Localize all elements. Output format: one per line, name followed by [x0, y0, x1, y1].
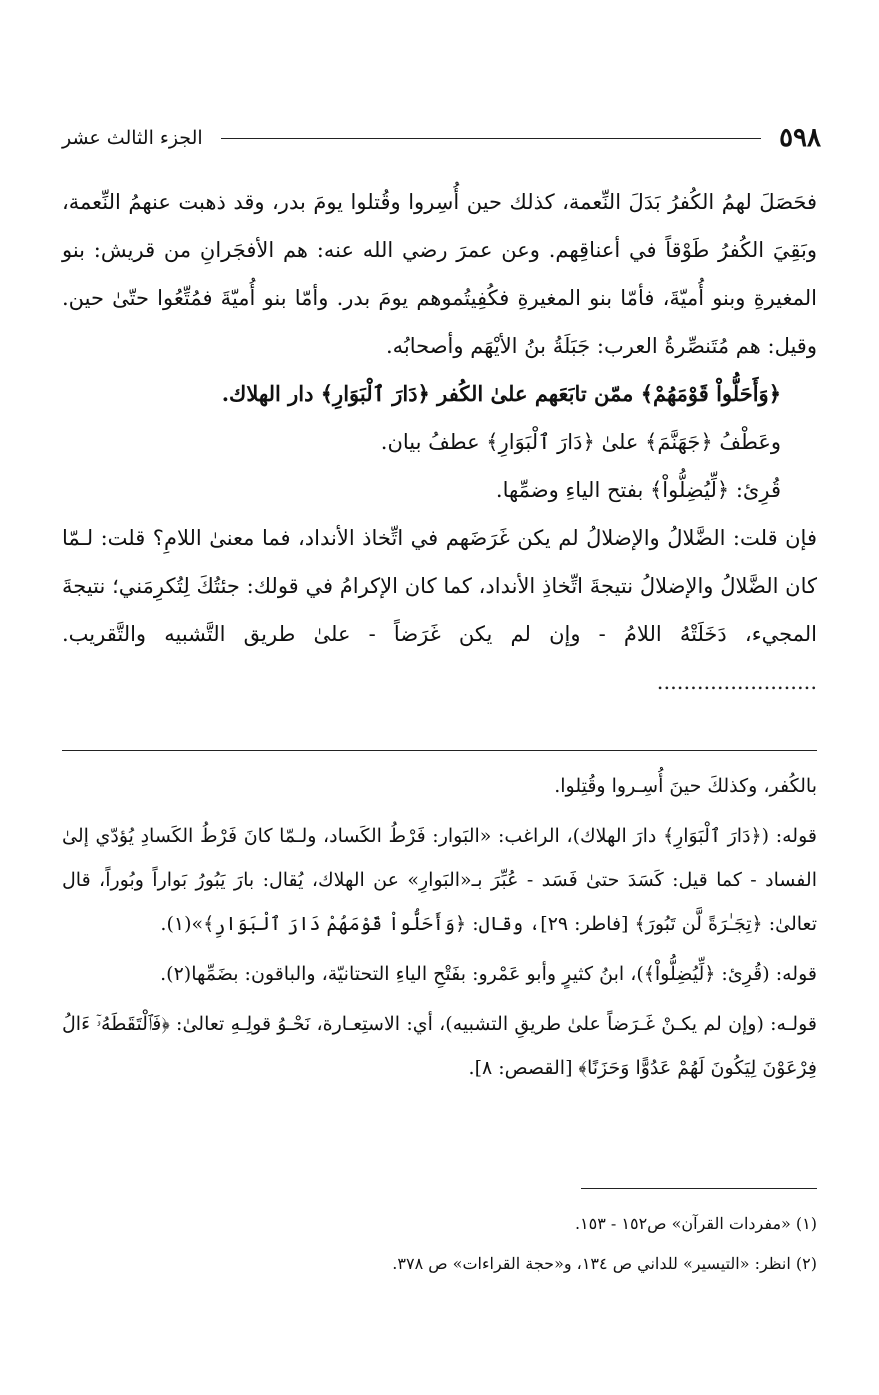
main-paragraph-text: فإن قلت: الضَّلالُ والإضلالُ لم يكن غَرَضَهم في اتِّخاذ الأنداد، فما معنىٰ اللامِ؟ قلت: لـمّا كان الضَّلالُ والإضلالُ نتيجةَ اتِّخاذِ الأنداد، كما كان الإكرامُ في قولك: جئتُكَ لِتُكرِمَني؛ نتيجةَ المجيء، دَخَلَتْهُ اللامُ - وإن لم يكن غَرَضاً - علىٰ طريق التَّشبيه والتَّقريب.: [62, 526, 817, 646]
header-rule: [221, 138, 761, 139]
footnote-rule: [581, 1188, 817, 1189]
page-number: ٥٩٨: [779, 123, 821, 153]
section-divider: [62, 750, 817, 751]
footnotes: [62, 1204, 817, 1284]
main-text: [62, 178, 817, 706]
commentary-paragraph: قوله: (قُرِئ: ﴿لِّيُضِلُّواْ﴾)، ابنُ كثيرٍ وأبو عَمْرو: بفَتْحِ الياءِ التحتانيّة، والباقون: بضَمِّها(٢).: [160, 963, 817, 985]
main-paragraph: ﴿وَأَحَلُّواْ قَوْمَهُمْ﴾ ممّن تابَعَهم علىٰ الكُفر ﴿دَارَ ٱلْبَوَارِ﴾ دار الهلاك.: [221, 381, 781, 406]
commentary-paragraph: قوله: (﴿دَارَ ٱلْبَوَارِ﴾ دارَ الهلاك)، الراغب: «البَوار: فَرْطُ الكَساد، ولـمّا كانَ فَرْطُ الكَسادِ يُؤدّي إلىٰ الفساد - كما قيل: كَسَدَ حتىٰ فَسَد - عُبِّرَ بـ«البَوارِ» عن الهلاك، يُقال: بارَ يَبُورُ بَواراً وبُوراً، قال تعالىٰ: ﴿تِجَـٰرَةً لَّن تَبُورَ﴾ [فاطر: ٢٩]، وقال: ﴿وَأَحَلُّواْ قَوْمَهُمْ دَارَ ٱلْبَوَارِ﴾»(١).: [62, 825, 817, 935]
commentary-text: [62, 764, 817, 1096]
main-paragraph: [62, 514, 817, 706]
main-paragraph: وعَطْفُ ﴿جَهَنَّمَ﴾ علىٰ ﴿دَارَ ٱلْبَوَارِ﴾ عطفُ بيان.: [380, 430, 781, 454]
commentary-paragraph: بالكُفر، وكذلكَ حينَ أُسِـروا وقُتِلوا.: [554, 775, 817, 797]
main-paragraph: قُرِئ: ﴿لِّيُضِلُّواْ﴾ بفتح الياءِ وضمِّها.: [495, 478, 781, 502]
continuation-dots: ........................: [656, 670, 817, 694]
page-header: [62, 118, 821, 158]
footnote: (٢) انظر: «التيسير» للداني ص ١٣٤، و«حجة القراءات» ص ٣٧٨.: [392, 1254, 817, 1273]
commentary-paragraph: قولـه: (وإن لم يكـنْ غَـرَضاً علىٰ طريقِ التشبيه)، أي: الاستِعـارة، نَحْـوُ قولِـهِ تعالىٰ: ﴿فَٱلْتَقَطَهُۥٓ ءَالُ فِرْعَوْنَ لِيَكُونَ لَهُمْ عَدُوًّا وَحَزَنًا﴾ [القصص: ٨].: [62, 1013, 817, 1079]
running-title: الجزء الثالث عشر: [62, 127, 203, 149]
main-paragraph: فحَصَلَ لهمُ الكُفرُ بَدَلَ النِّعمة، كذلك حين أُسِروا وقُتلوا يومَ بدر، وقد ذهبت عنهمُ النِّعمة، وبَقِيَ الكُفرُ طَوْقاً في أعناقِهم. وعن عمرَ رضي الله عنه: هم الأفجَرانِ من قريش: بنو المغيرةِ وبنو أُميّةَ، فأمّا بنو المغيرةِ فكُفِيتُموهم يومَ بدر. وأمّا بنو أُميّةَ فمُتِّعُوا حتّىٰ حين. وقيل: هم مُتَنصِّرةُ العرب: جَبَلَةُ بنُ الأيْهَم وأصحابُه.: [62, 190, 817, 358]
footnote: (١) «مفردات القرآن» ص١٥٢ - ١٥٣.: [574, 1214, 817, 1233]
